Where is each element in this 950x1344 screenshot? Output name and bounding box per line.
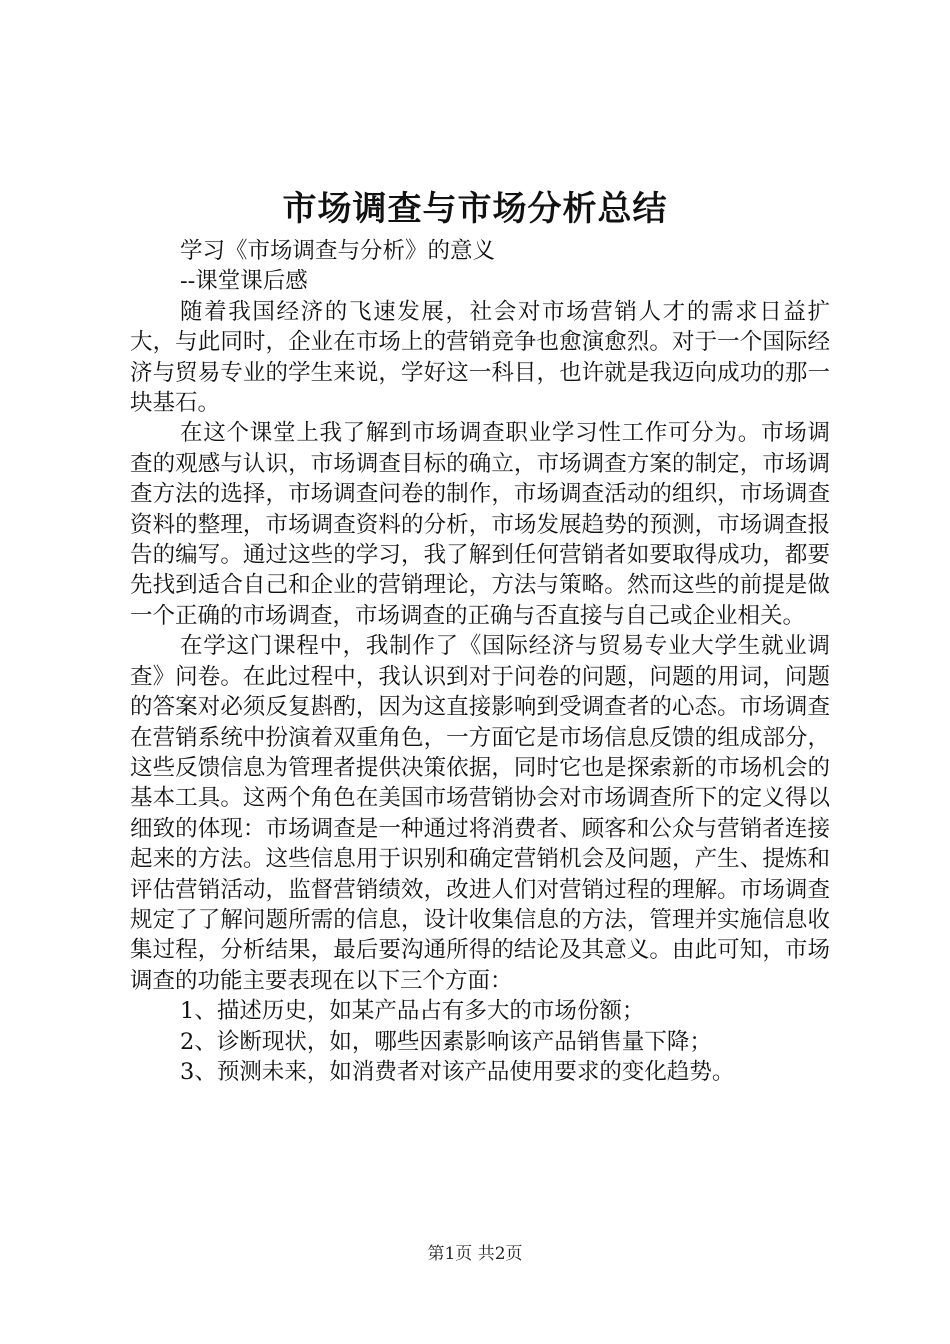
document-title: 市场调查与市场分析总结 bbox=[282, 189, 668, 229]
document-body bbox=[130, 236, 830, 1087]
paragraph: 在这个课堂上我了解到市场调查职业学习性工作可分为。市场调查的观感与认识，市场调查目标的确立，市场调查方案的制定，市场调查方法的选择，市场调查问卷的制作，市场调查活动的组织，市场调查资料的整理，市场调查资料的分析，市场发展趋势的预测，市场调查报告的编写。通过这些的学习，我了解到任何营销者如要取得成功，都要先找到适合自己和企业的营销理论，方法与策略。然而这些的前提是做一个正确的市场调查，市场调查的正确与否直接与自己或企业相关。 bbox=[130, 420, 830, 629]
page-footer: 第1页 共2页 bbox=[427, 1244, 523, 1264]
subtitle-note: --课堂课后感 bbox=[180, 268, 308, 295]
paragraph: 在学这门课程中，我制作了《国际经济与贸易专业大学生就业调查》问卷。在此过程中，我认识到对于问卷的问题，问题的用词，问题的答案对必须反复斟酌，因为这直接影响到受调查者的心态。市场调查在营销系统中扮演着双重角色，一方面它是市场信息反馈的组成部分，这些反馈信息为管理者提供决策依据，同时它也是探索新的市场机会的基本工具。这两个角色在美国市场营销协会对市场调查所下的定义得以细致的体现：市场调查是一种通过将消费者、顾客和公众与营销者连接起来的方法。这些信息用于识别和确定营销机会及问题，产生、提炼和评估营销活动，监督营销绩效，改进人们对营销过程的理解。市场调查规定了了解问题所需的信息，设计收集信息的方法，管理并实施信息收集过程，分析结果，最后要沟通所得的结论及其意义。由此可知，市场调查的功能主要表现在以下三个方面： bbox=[130, 633, 830, 994]
subtitle: 学习《市场调查与分析》的意义 bbox=[180, 238, 496, 264]
paragraph: 随着我国经济的飞速发展，社会对市场营销人才的需求日益扩大，与此同时，企业在市场上的营销竞争也愈演愈烈。对于一个国际经济与贸易专业的学生来说，学好这一科目，也许就是我迈向成功的那一块基石。 bbox=[130, 298, 830, 417]
list-item: 1、描述历史，如某产品占有多大的市场份额； bbox=[180, 998, 645, 1025]
list-item: 2、诊断现状，如，哪些因素影响该产品销售量下降； bbox=[180, 1028, 712, 1055]
list-item: 3、预测未来，如消费者对该产品使用要求的变化趋势。 bbox=[180, 1058, 735, 1085]
